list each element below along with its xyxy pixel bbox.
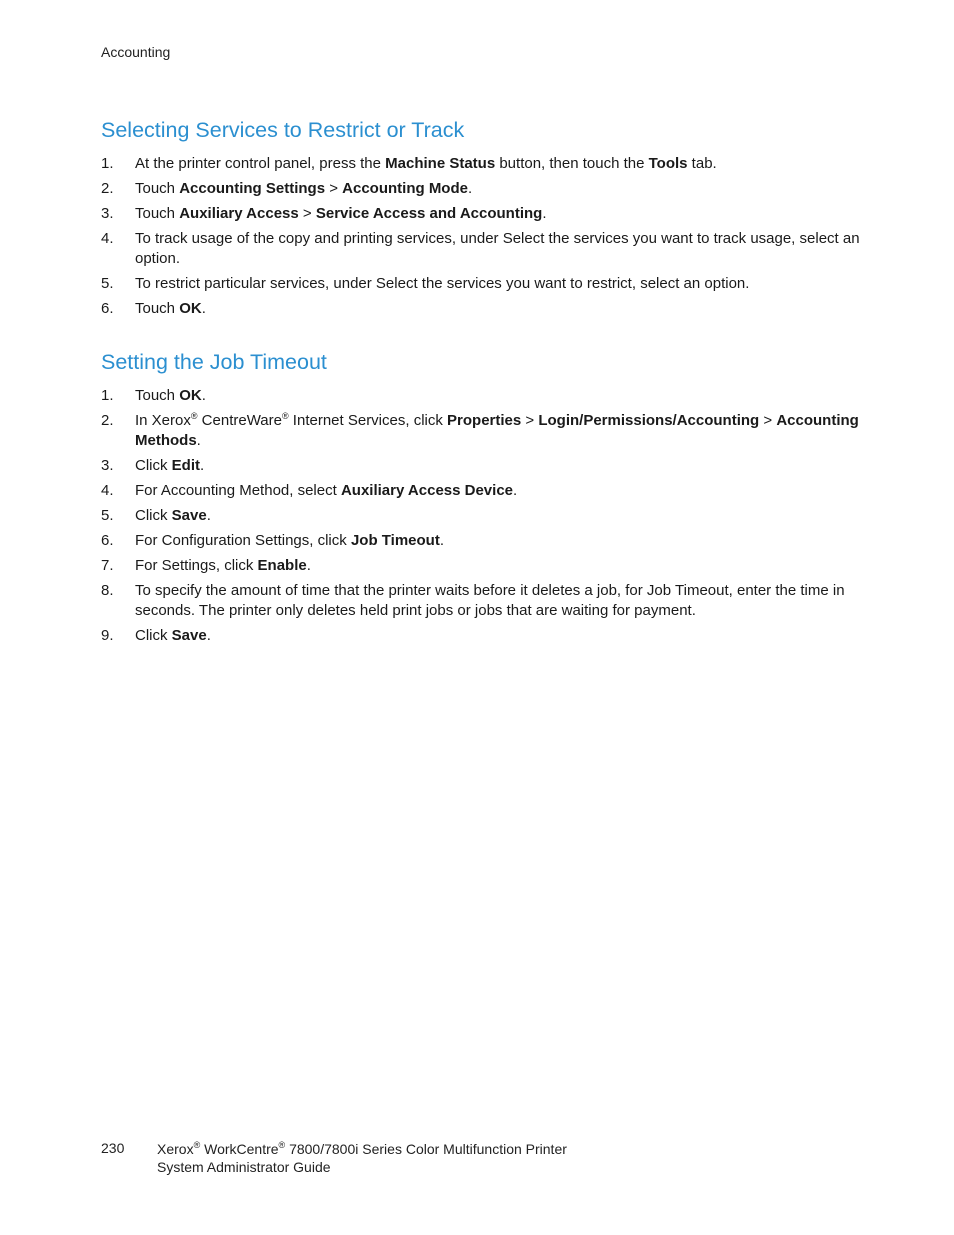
steps-list [101,154,861,319]
page-number: 230 [101,1140,125,1156]
step-number: 3. [101,205,114,222]
step-text: Internet Services, click [288,412,448,429]
registered-mark: ® [282,411,289,421]
ui-term: Edit [171,457,201,474]
list-item [101,456,861,476]
registered-mark: ® [193,1140,201,1150]
step-text: Touch [135,300,180,317]
ui-term: OK [179,387,202,404]
ui-term: Machine Status [385,155,496,172]
step-text: Touch [135,205,180,222]
ui-term: Job Timeout [350,532,440,549]
step-text: > [298,205,316,222]
step-number: 2. [101,180,114,197]
ui-term: Tools [648,155,688,172]
ui-term: Accounting Methods [135,412,859,449]
section-title: Selecting Services to Restrict or Track [101,118,465,142]
steps-list [101,386,861,646]
step-text: . [467,180,473,197]
step-number: 6. [101,532,114,549]
step-text: CentreWare [197,412,282,429]
list-item [101,581,861,621]
step-text: To restrict particular services, under Select the services you want to restrict, select an option. [135,275,750,292]
step-text: tab. [687,155,717,172]
step-text: Click [135,507,172,524]
step-text: . [306,557,311,574]
registered-mark: ® [190,411,198,421]
ui-term: OK [179,300,202,317]
list-item [101,506,861,526]
step-text: Touch [135,180,180,197]
step-number: 5. [101,275,114,292]
list-item [101,386,861,406]
step-text: . [542,205,547,222]
step-text: For Settings, click [135,557,258,574]
ui-term: Save [171,627,207,644]
list-item [101,154,861,174]
step-number: 4. [101,230,114,247]
list-item [101,411,861,451]
ui-term: Accounting Mode [342,180,468,197]
list-item [101,481,861,501]
step-text: To track usage of the copy and printing services, under Select the services you want to track usage, select an option. [135,230,860,267]
list-item [101,204,861,224]
list-item [101,229,861,269]
section-title: Setting the Job Timeout [101,350,327,374]
step-number: 5. [101,507,114,524]
step-text: . [439,532,445,549]
document-title-line1 [157,1140,567,1158]
step-text: . [201,300,206,317]
step-text: . [513,482,518,499]
step-text: . [206,627,211,644]
list-item [101,179,861,199]
step-text: Click [135,627,172,644]
step-number: 9. [101,627,114,644]
ui-term: Auxiliary Access Device [340,482,514,499]
step-text: Click [135,457,172,474]
step-text: > [521,412,539,429]
ui-term: Service Access and Accounting [315,205,543,222]
list-item [101,274,861,294]
ui-term: Accounting Settings [179,180,326,197]
registered-mark: ® [278,1140,286,1150]
step-number: 3. [101,457,114,474]
step-text: In Xerox [135,412,191,429]
ui-term: Save [171,507,207,524]
step-number: 4. [101,482,114,499]
ui-term: Auxiliary Access [179,205,299,222]
list-item [101,531,861,551]
step-number: 2. [101,412,114,429]
brand-text: Xerox [157,1141,194,1157]
ui-term: Properties [447,412,522,429]
list-item [101,626,861,646]
step-text: At the printer control panel, press the [135,155,386,172]
step-number: 8. [101,582,114,599]
product-series-text: 7800/7800i Series Color Multifunction Printer [285,1141,567,1157]
step-text: Touch [135,387,180,404]
document-title [157,1140,567,1176]
document-title-line2: System Administrator Guide [157,1159,331,1175]
section-select-services [101,116,861,324]
step-text: . [200,457,205,474]
step-text: . [201,387,206,404]
step-text: . [196,432,201,449]
step-text: For Configuration Settings, click [135,532,351,549]
list-item [101,299,861,319]
step-number: 6. [101,300,114,317]
ui-term: Login/Permissions/Accounting [538,412,760,429]
step-number: 7. [101,557,114,574]
ui-term: Enable [257,557,307,574]
step-text: > [325,180,343,197]
step-number: 1. [101,387,114,404]
running-head: Accounting [101,44,171,60]
step-number: 1. [101,155,114,172]
step-text: > [759,412,777,429]
section-job-timeout [101,348,861,651]
step-text: To specify the amount of time that the printer waits before it deletes a job, for Job Timeout, enter the time in seconds. The printer only deletes held print jobs or jobs that are waiting for payment. [135,582,845,619]
list-item [101,556,861,576]
step-text: For Accounting Method, select [135,482,341,499]
step-text: . [206,507,211,524]
product-text: WorkCentre [200,1141,279,1157]
step-text: button, then touch the [495,155,649,172]
